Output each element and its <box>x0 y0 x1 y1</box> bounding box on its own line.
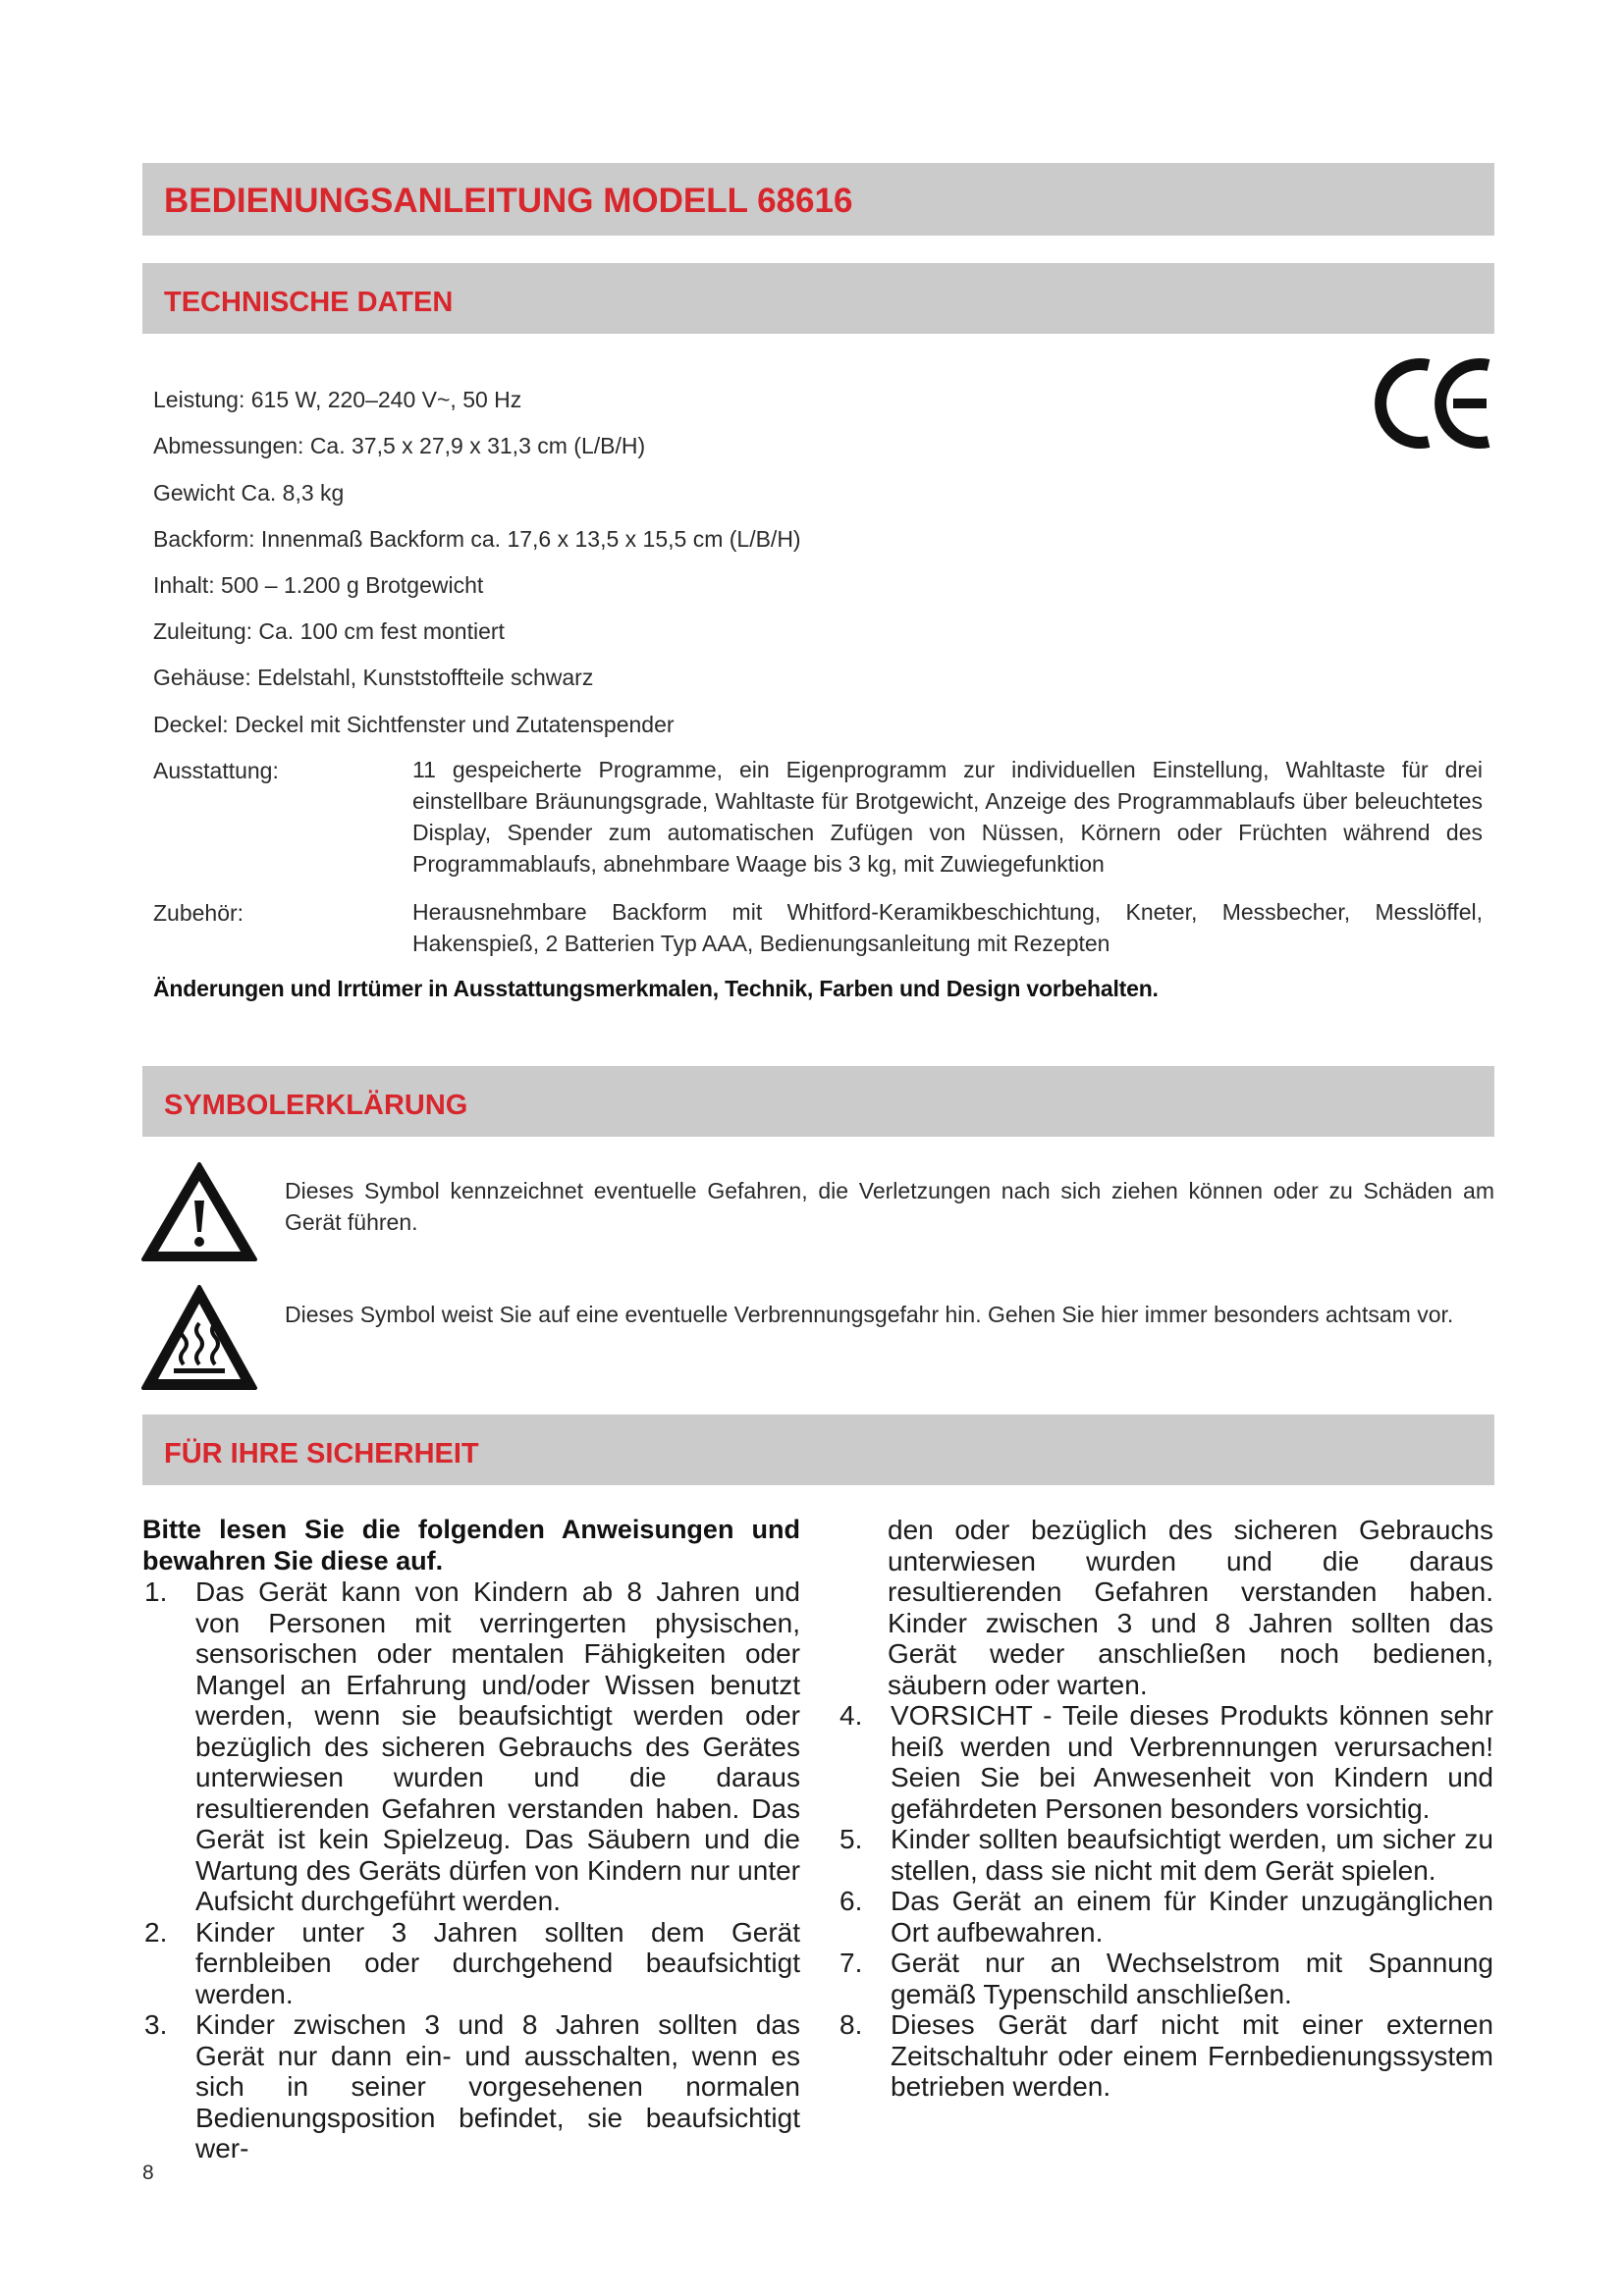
list-number: 7. <box>839 1948 863 1978</box>
page-number: 8 <box>142 2162 154 2184</box>
list-item <box>142 2009 800 2164</box>
spec-line: Abmessungen: Ca. 37,5 x 27,9 x 31,3 cm (L/B/H) <box>153 433 646 458</box>
zubehoer-label: Zubehör: <box>153 900 244 926</box>
list-text: Kinder unter 3 Jahren sollten dem Gerät fernbleiben oder durchgehend beaufsichtigt werden. <box>195 1916 800 2009</box>
section-title-symbols: SYMBOLERKLÄRUNG <box>164 1090 468 1121</box>
section-header-symbols <box>142 1066 1494 1137</box>
list-number: 4. <box>839 1700 863 1731</box>
section-title-safety: FÜR IHRE SICHERHEIT <box>164 1438 479 1469</box>
zubehoer-value: Herausnehmbare Backform mit Whitford-Keramikbeschichtung, Kneter, Messbecher, Messlöffel, Hakenspieß, 2 Batterien Typ AAA, Bedienungsanleitung mit Rezepten <box>412 899 1483 956</box>
section-title-tech: TECHNISCHE DATEN <box>164 287 454 318</box>
list-item <box>838 2009 1493 2103</box>
spec-line: Gewicht Ca. 8,3 kg <box>153 480 345 506</box>
list-text: Dieses Gerät darf nicht mit einer externen Zeitschaltuhr oder einem Fernbedienungssystem betrieben werden. <box>891 2009 1493 2102</box>
safety-column-left <box>142 1515 800 2164</box>
list-number: 6. <box>839 1886 863 1916</box>
ausstattung-label: Ausstattung: <box>153 758 279 783</box>
spec-line: Gehäuse: Edelstahl, Kunststoffteile schwarz <box>153 665 594 690</box>
page-title: BEDIENUNGSANLEITUNG MODELL 68616 <box>164 182 853 220</box>
list-text: VORSICHT - Teile dieses Produkts können sehr heiß werden und Verbrennungen verursachen! Seien Sie bei Anwesenheit von Kindern und gefährdeten Personen besonders vorsichtig. <box>891 1700 1493 1824</box>
spec-line: Inhalt: 500 – 1.200 g Brotgewicht <box>153 572 484 598</box>
spec-line: Zuleitung: Ca. 100 cm fest montiert <box>153 618 505 644</box>
warning-triangle-icon <box>140 1161 258 1268</box>
section-header-tech <box>142 263 1494 334</box>
spec-line: Deckel: Deckel mit Sichtfenster und Zutatenspender <box>153 712 675 737</box>
list-text: Gerät nur an Wechselstrom mit Spannung gemäß Typenschild anschließen. <box>891 1948 1493 2009</box>
list-text: Das Gerät an einem für Kinder unzugänglichen Ort aufbewahren. <box>891 1886 1493 1948</box>
list-item <box>142 1917 800 2010</box>
list-text: Kinder sollten beaufsichtigt werden, um sicher zu stellen, dass sie nicht mit dem Gerät spielen. <box>891 1824 1493 1886</box>
list-number: 5. <box>839 1824 863 1854</box>
disclaimer-text: Änderungen und Irrtümer in Ausstattungsmerkmalen, Technik, Farben und Design vorbehalten. <box>153 976 1159 1001</box>
hot-surface-icon <box>140 1284 258 1397</box>
symbol-desc-hot: Dieses Symbol weist Sie auf eine eventuelle Verbrennungsgefahr hin. Gehen Sie hier immer besonders achtsam vor. <box>285 1302 1454 1327</box>
ce-mark-icon <box>1375 355 1498 456</box>
list-number: 1. <box>144 1576 168 1607</box>
list-item <box>838 1948 1493 2009</box>
safety-intro: Bitte lesen Sie die folgenden Anweisungen und bewahren Sie diese auf. <box>142 1515 800 1575</box>
list-item <box>142 1576 800 1917</box>
list-number: 8. <box>839 2009 863 2040</box>
symbol-desc-warning: Dieses Symbol kennzeichnet eventuelle Gefahren, die Verletzungen nach sich ziehen können oder zu Schäden am Gerät führen. <box>285 1178 1494 1235</box>
spec-line: Leistung: 615 W, 220–240 V~, 50 Hz <box>153 387 522 412</box>
ausstattung-value: 11 gespeicherte Programme, ein Eigenprogramm zur individuellen Einstellung, Wahltaste für drei einstellbare Bräunungsgrade, Wahltaste für Brotgewicht, Anzeige des Programmablaufs über beleuchtetes Display, Spender zum automatischen Zufügen von Nüssen, Körnern oder Früchten während des Programmablaufs, abnehmbare Waage bis 3 kg, mit Zuwiegefunktion <box>412 757 1483 877</box>
list-item-continuation: den oder bezüglich des sicheren Gebrauchs unterwiesen wurden und die daraus resultierenden Gefahren verstanden haben. Kinder zwischen 3 und 8 Jahren sollten das Gerät weder anschließen noch bedienen, säubern oder warten. <box>888 1515 1493 1700</box>
list-item <box>838 1824 1493 1886</box>
list-item <box>838 1886 1493 1948</box>
list-number: 2. <box>144 1916 168 1948</box>
list-number: 3. <box>144 2009 168 2040</box>
safety-column-right <box>838 1515 1493 2103</box>
list-text: Kinder zwischen 3 und 8 Jahren sollten das Gerät nur dann ein- und ausschalten, wenn es sich in seiner vorgesehenen normalen Bedienungsposition befindet, sie beaufsichtigt wer- <box>195 2009 800 2163</box>
section-header-safety <box>142 1415 1494 1485</box>
list-item <box>838 1700 1493 1824</box>
spec-line: Backform: Innenmaß Backform ca. 17,6 x 13,5 x 15,5 cm (L/B/H) <box>153 526 801 552</box>
title-band <box>142 163 1494 236</box>
list-text: Das Gerät kann von Kindern ab 8 Jahren und von Personen mit verringerten physischen, sensorischen oder mentalen Fähigkeiten oder Mangel an Erfahrung und/oder Wissen benutzt werden, wenn sie beaufsichtigt werden oder bezüglich des sicheren Gebrauchs des Gerätes unterwiesen wurden und die daraus resultierenden Gefahren verstanden haben. Das Gerät ist kein Spielzeug. Das Säubern und die Wartung des Geräts dürfen von Kindern nur unter Aufsicht durchgeführt werden. <box>195 1576 800 1916</box>
